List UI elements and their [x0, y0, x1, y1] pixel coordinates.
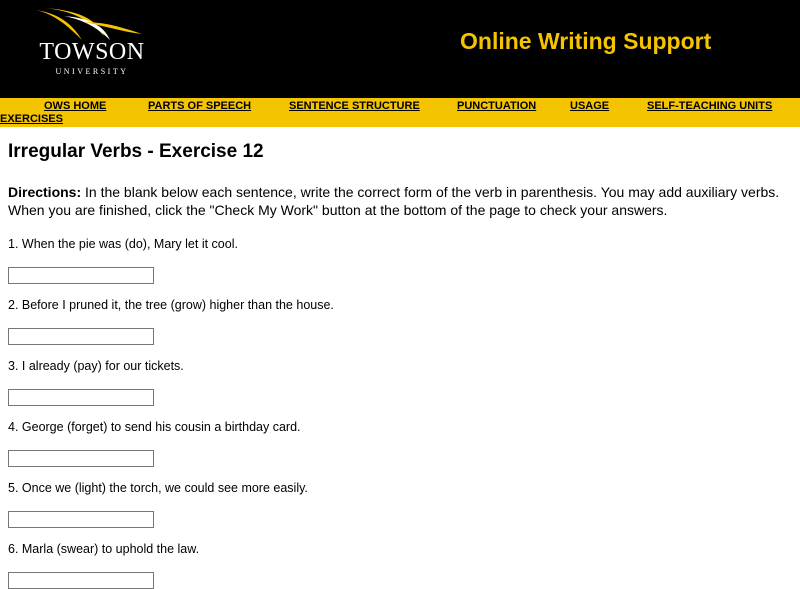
- answer-input-6[interactable]: [8, 572, 154, 589]
- question-6: 6. Marla (swear) to uphold the law.: [8, 542, 200, 556]
- directions-label: Directions:: [8, 184, 82, 200]
- directions: [8, 183, 798, 219]
- answer-input-5[interactable]: [8, 511, 154, 528]
- nav-link-punctuation[interactable]: PUNCTUATION: [457, 100, 537, 112]
- question-2: 2. Before I pruned it, the tree (grow) higher than the house.: [8, 298, 334, 312]
- directions-text: In the blank below each sentence, write the correct form of the verb in parenthesis. You may add auxiliary verbs. When you are finished, click the "Check My Work" button at the bottom of the page to check your answers.: [8, 184, 780, 218]
- nav-link-usage[interactable]: USAGE: [570, 100, 610, 112]
- answer-input-1[interactable]: [8, 267, 154, 284]
- towson-logo[interactable]: [24, 6, 154, 84]
- nav-link-sentence-structure[interactable]: SENTENCE STRUCTURE: [289, 100, 420, 112]
- question-3: 3. I already (pay) for our tickets.: [8, 359, 184, 373]
- nav-link-parts-of-speech[interactable]: PARTS OF SPEECH: [148, 100, 252, 112]
- logo-subtitle: UNIVERSITY: [55, 67, 129, 76]
- main-nav: [0, 98, 800, 127]
- question-1: 1. When the pie was (do), Mary let it cool.: [8, 237, 238, 251]
- nav-link-exercises[interactable]: EXERCISES: [0, 113, 63, 125]
- page-title: Irregular Verbs - Exercise 12: [8, 141, 264, 162]
- answer-input-3[interactable]: [8, 389, 154, 406]
- question-4: 4. George (forget) to send his cousin a birthday card.: [8, 420, 301, 434]
- nav-link-self-teaching-units[interactable]: SELF-TEACHING UNITS: [647, 100, 773, 112]
- site-header: [0, 0, 800, 98]
- question-5: 5. Once we (light) the torch, we could see more easily.: [8, 481, 308, 495]
- main-content: [0, 127, 800, 589]
- nav-link-ows-home[interactable]: OWS HOME: [44, 100, 107, 112]
- answer-input-4[interactable]: [8, 450, 154, 467]
- answer-input-2[interactable]: [8, 328, 154, 345]
- site-title: Online Writing Support: [460, 28, 712, 54]
- logo-wordmark: TOWSON: [39, 39, 145, 65]
